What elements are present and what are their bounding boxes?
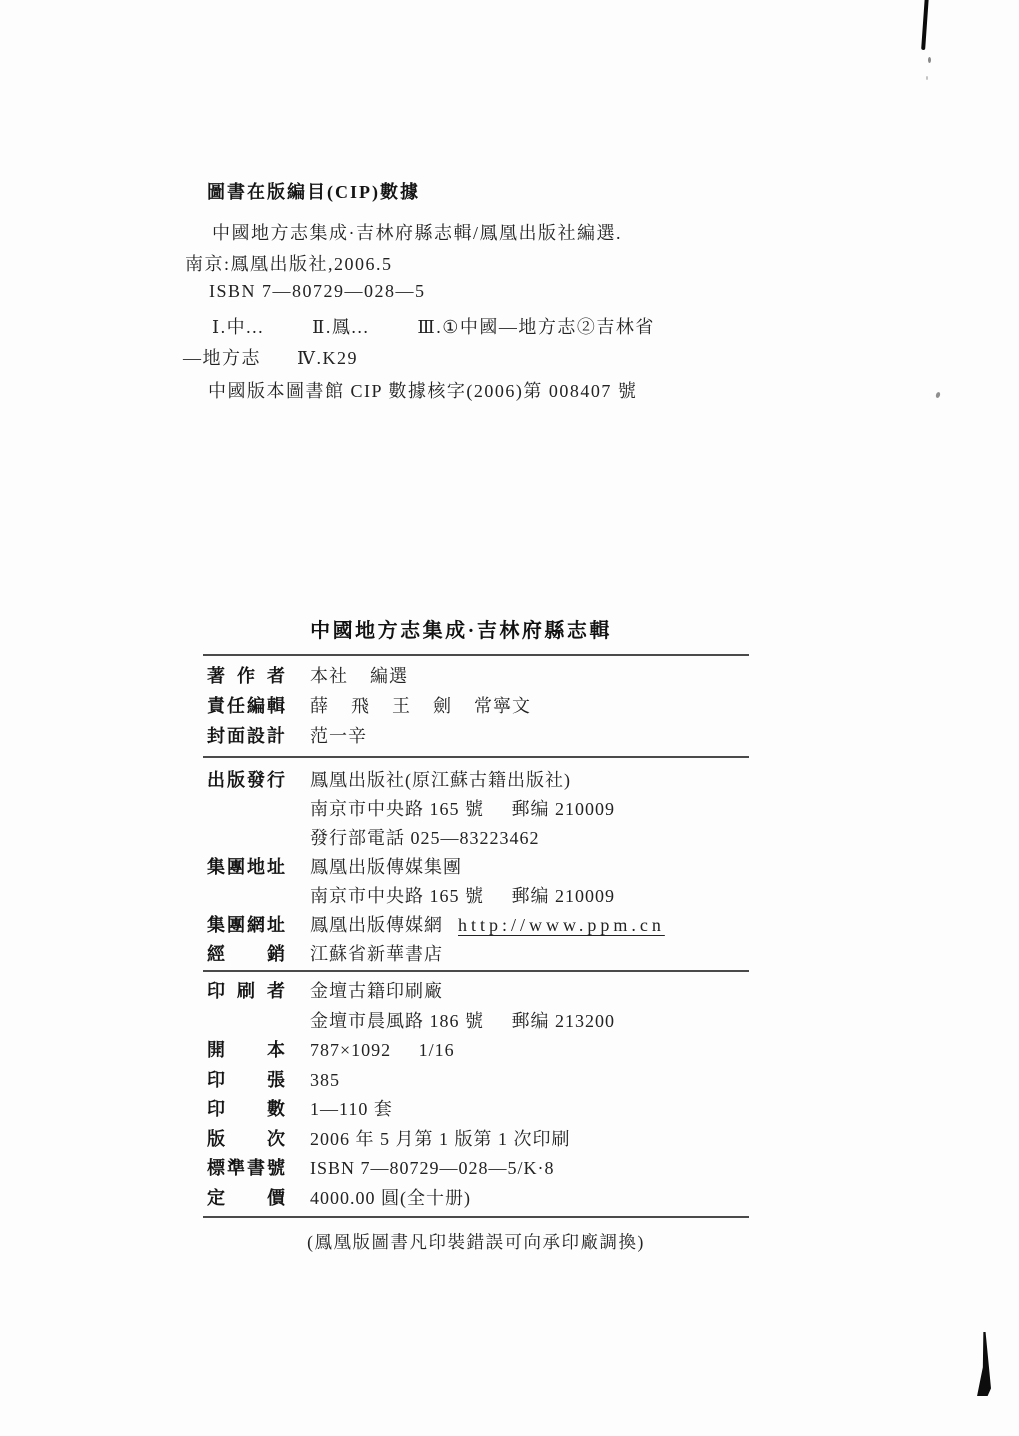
row-value: 南京市中央路 165 號 郵编 210009 <box>310 799 615 819</box>
row-value: 1—110 套 <box>310 1099 393 1119</box>
row-price <box>203 1184 749 1214</box>
row-label: 定價 <box>207 1187 285 1208</box>
row-publisher <box>203 766 749 795</box>
row-value: 4000.00 圓(全十册) <box>310 1187 471 1208</box>
printing-section <box>203 977 749 1213</box>
row-value: 鳳凰出版社(原江蘇古籍出版社) <box>310 770 571 790</box>
row-publisher-phone <box>203 824 749 853</box>
ink-smudge-bottom-right <box>974 1332 991 1396</box>
row-label: 標準書號 <box>207 1158 285 1178</box>
cip-line-classification: Ⅰ.中... Ⅱ.鳳... Ⅲ.①中國—地方志②吉林省 <box>212 317 655 337</box>
row-value: 鳳凰出版傳媒集團 <box>310 857 462 877</box>
row-label: 印數 <box>207 1099 285 1119</box>
row-value: 787×1092 1/16 <box>310 1040 455 1060</box>
ink-speck <box>926 76 928 80</box>
row-printer-address <box>203 1007 749 1037</box>
row-value: ISBN 7—80729—028—5/K·8 <box>310 1158 555 1178</box>
row-printer <box>203 977 749 1007</box>
book-title: 中國地方志集成·吉林府縣志輯 <box>310 620 612 642</box>
row-label: 封面設計 <box>207 726 285 746</box>
row-distributor <box>203 940 749 969</box>
cip-line-registry-number: 中國版本圖書館 CIP 數據核字(2006)第 008407 號 <box>208 381 638 401</box>
row-sheets <box>203 1066 749 1096</box>
row-label: 出版發行 <box>207 770 285 790</box>
row-publisher-address <box>203 795 749 824</box>
row-label: 印刷者 <box>207 981 285 1001</box>
staff-section <box>203 661 749 751</box>
row-group-address <box>203 853 749 882</box>
section-divider-top <box>203 654 749 656</box>
row-label: 集團地址 <box>207 857 285 877</box>
website-name: 鳳凰出版傳媒網 <box>310 915 443 935</box>
row-format <box>203 1036 749 1066</box>
row-label: 集團網址 <box>207 915 285 935</box>
section-divider-bottom <box>203 1216 749 1218</box>
ink-stroke-top-right <box>921 0 929 50</box>
row-label: 責任編輯 <box>207 696 285 716</box>
row-edition <box>203 1125 749 1155</box>
section-divider-staff <box>203 756 749 758</box>
row-value: 江蘇省新華書店 <box>310 944 443 964</box>
row-label: 版次 <box>207 1128 285 1149</box>
row-group-address-detail <box>203 882 749 911</box>
row-value: 南京市中央路 165 號 郵编 210009 <box>310 886 615 906</box>
row-cover-design <box>203 721 749 751</box>
ink-speck <box>928 57 931 63</box>
cip-line-isbn: ISBN 7—80729—028—5 <box>209 281 426 301</box>
cip-line-classification-cont: —地方志 Ⅳ.K29 <box>183 348 358 368</box>
section-divider-publisher <box>203 970 749 972</box>
row-print-run <box>203 1095 749 1125</box>
row-value <box>310 911 665 940</box>
row-value: 2006 年 5 月第 1 版第 1 次印刷 <box>310 1128 571 1149</box>
row-label: 經銷 <box>207 944 285 964</box>
row-label: 著作者 <box>207 666 285 686</box>
row-label: 印張 <box>207 1069 285 1090</box>
row-value: 385 <box>310 1069 340 1090</box>
scan-speck <box>935 391 941 398</box>
row-isbn <box>203 1154 749 1184</box>
row-value: 發行部電話 025—83223462 <box>310 828 540 848</box>
row-value: 范一辛 <box>310 726 367 746</box>
row-value: 金壇市晨風路 186 號 郵编 213200 <box>310 1010 615 1031</box>
row-value: 金壇古籍印刷廠 <box>310 981 443 1001</box>
cip-line-title: 中國地方志集成·吉林府縣志輯/鳳凰出版社編選. <box>212 223 622 243</box>
website-url: http://www.ppm.cn <box>458 915 665 935</box>
row-author <box>203 661 749 691</box>
row-value: 本社 編選 <box>310 666 408 686</box>
row-group-website <box>203 911 749 940</box>
publisher-section <box>203 766 749 969</box>
cip-heading: 圖書在版編目(CIP)數據 <box>207 182 420 202</box>
row-editor <box>203 691 749 721</box>
exchange-notice: (鳳凰版圖書凡印裝錯誤可向承印廠調換) <box>307 1232 645 1252</box>
cip-line-publisher: 南京:鳳凰出版社,2006.5 <box>185 254 393 274</box>
row-label: 開本 <box>207 1040 285 1060</box>
row-value: 薛 飛 王 劍 常寧文 <box>310 696 531 716</box>
